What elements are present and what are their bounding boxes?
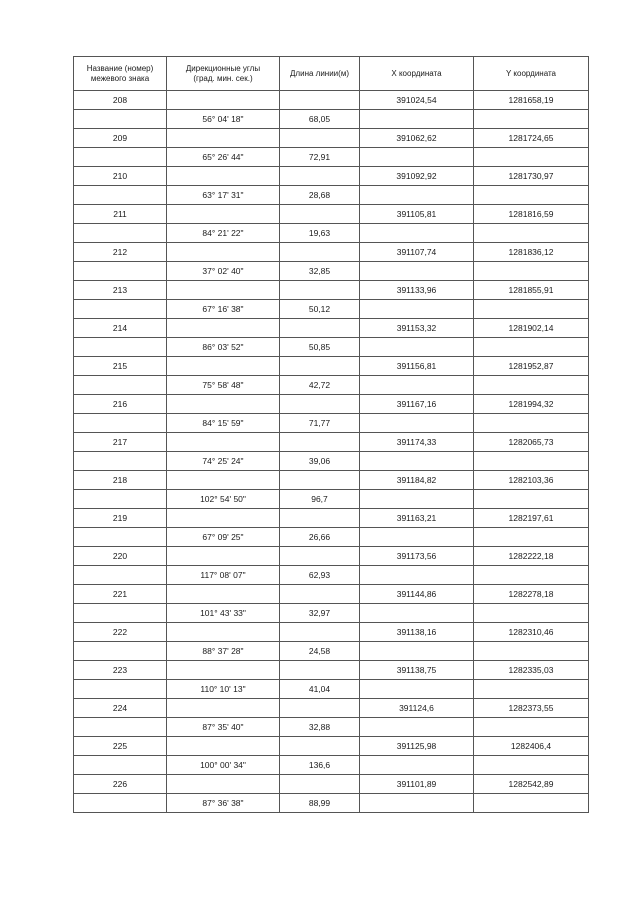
table-row bbox=[74, 433, 589, 452]
cell-x-coordinate bbox=[360, 414, 474, 433]
cell-line-length: 50,85 bbox=[280, 338, 360, 357]
cell-direction-angle bbox=[167, 585, 280, 604]
table-row bbox=[74, 281, 589, 300]
cell-direction-angle bbox=[167, 509, 280, 528]
cell-line-length bbox=[280, 395, 360, 414]
cell-x-coordinate: 391184,82 bbox=[360, 471, 474, 490]
cell-marker-name: 211 bbox=[74, 205, 167, 224]
cell-y-coordinate bbox=[474, 148, 589, 167]
table-row bbox=[74, 262, 589, 281]
cell-x-coordinate: 391101,89 bbox=[360, 775, 474, 794]
table-row bbox=[74, 319, 589, 338]
header-marker-name-line1: Название (номер) bbox=[86, 63, 154, 73]
cell-y-coordinate bbox=[474, 642, 589, 661]
cell-y-coordinate bbox=[474, 528, 589, 547]
cell-line-length bbox=[280, 737, 360, 756]
cell-x-coordinate bbox=[360, 300, 474, 319]
cell-x-coordinate bbox=[360, 376, 474, 395]
cell-x-coordinate: 391167,16 bbox=[360, 395, 474, 414]
cell-y-coordinate: 1282197,61 bbox=[474, 509, 589, 528]
cell-x-coordinate: 391144,86 bbox=[360, 585, 474, 604]
cell-y-coordinate bbox=[474, 680, 589, 699]
cell-y-coordinate bbox=[474, 110, 589, 129]
cell-y-coordinate bbox=[474, 338, 589, 357]
cell-marker-name bbox=[74, 794, 167, 813]
cell-direction-angle bbox=[167, 91, 280, 110]
cell-y-coordinate: 1281952,87 bbox=[474, 357, 589, 376]
cell-marker-name bbox=[74, 376, 167, 395]
cell-direction-angle: 87° 35' 40" bbox=[167, 718, 280, 737]
cell-marker-name: 224 bbox=[74, 699, 167, 718]
header-marker-name-line2: межевого знака bbox=[90, 73, 150, 83]
cell-direction-angle: 101° 43' 33" bbox=[167, 604, 280, 623]
header-direction-angles-line2: (град. мин. сек.) bbox=[193, 73, 253, 83]
cell-x-coordinate: 391092,92 bbox=[360, 167, 474, 186]
cell-line-length: 26,66 bbox=[280, 528, 360, 547]
cell-marker-name: 208 bbox=[74, 91, 167, 110]
cell-y-coordinate bbox=[474, 490, 589, 509]
cell-direction-angle: 67° 16' 38" bbox=[167, 300, 280, 319]
table-row bbox=[74, 91, 589, 110]
cell-direction-angle bbox=[167, 775, 280, 794]
cell-marker-name bbox=[74, 528, 167, 547]
cell-direction-angle: 84° 21' 22" bbox=[167, 224, 280, 243]
cell-x-coordinate bbox=[360, 262, 474, 281]
cell-line-length bbox=[280, 91, 360, 110]
table-row bbox=[74, 243, 589, 262]
document-page bbox=[73, 56, 588, 813]
cell-marker-name: 216 bbox=[74, 395, 167, 414]
cell-x-coordinate bbox=[360, 718, 474, 737]
cell-x-coordinate bbox=[360, 566, 474, 585]
cell-line-length bbox=[280, 585, 360, 604]
cell-marker-name: 215 bbox=[74, 357, 167, 376]
table-row bbox=[74, 110, 589, 129]
cell-direction-angle bbox=[167, 167, 280, 186]
cell-direction-angle bbox=[167, 623, 280, 642]
cell-x-coordinate: 391163,21 bbox=[360, 509, 474, 528]
cell-x-coordinate bbox=[360, 604, 474, 623]
cell-x-coordinate bbox=[360, 794, 474, 813]
table-row bbox=[74, 509, 589, 528]
cell-marker-name bbox=[74, 756, 167, 775]
cell-x-coordinate bbox=[360, 490, 474, 509]
cell-line-length: 24,58 bbox=[280, 642, 360, 661]
cell-direction-angle: 87° 36' 38" bbox=[167, 794, 280, 813]
table-row bbox=[74, 585, 589, 604]
cell-line-length bbox=[280, 205, 360, 224]
table-body bbox=[74, 91, 589, 813]
cell-direction-angle bbox=[167, 737, 280, 756]
cell-line-length: 39,06 bbox=[280, 452, 360, 471]
cell-y-coordinate: 1281994,32 bbox=[474, 395, 589, 414]
cell-x-coordinate bbox=[360, 110, 474, 129]
cell-x-coordinate: 391173,56 bbox=[360, 547, 474, 566]
cell-line-length bbox=[280, 129, 360, 148]
cell-direction-angle: 65° 26' 44" bbox=[167, 148, 280, 167]
table-row bbox=[74, 471, 589, 490]
cell-y-coordinate: 1282335,03 bbox=[474, 661, 589, 680]
cell-direction-angle bbox=[167, 395, 280, 414]
cell-x-coordinate: 391105,81 bbox=[360, 205, 474, 224]
cell-direction-angle: 100° 00' 34" bbox=[167, 756, 280, 775]
table-row bbox=[74, 300, 589, 319]
cell-marker-name bbox=[74, 414, 167, 433]
table-row bbox=[74, 395, 589, 414]
header-line-length: Длина линии(м) bbox=[280, 57, 360, 91]
cell-y-coordinate bbox=[474, 756, 589, 775]
cell-y-coordinate: 1282542,89 bbox=[474, 775, 589, 794]
table-row bbox=[74, 661, 589, 680]
cell-x-coordinate: 391107,74 bbox=[360, 243, 474, 262]
table-row bbox=[74, 699, 589, 718]
cell-y-coordinate bbox=[474, 566, 589, 585]
table-row bbox=[74, 737, 589, 756]
cell-line-length: 96,7 bbox=[280, 490, 360, 509]
cell-line-length bbox=[280, 775, 360, 794]
cell-marker-name: 209 bbox=[74, 129, 167, 148]
cell-direction-angle bbox=[167, 243, 280, 262]
cell-line-length bbox=[280, 699, 360, 718]
table-row bbox=[74, 794, 589, 813]
cell-x-coordinate bbox=[360, 338, 474, 357]
cell-direction-angle: 117° 08' 07" bbox=[167, 566, 280, 585]
table-row bbox=[74, 718, 589, 737]
table-row bbox=[74, 376, 589, 395]
cell-marker-name: 214 bbox=[74, 319, 167, 338]
cell-marker-name: 222 bbox=[74, 623, 167, 642]
cell-line-length: 32,97 bbox=[280, 604, 360, 623]
cell-line-length: 32,85 bbox=[280, 262, 360, 281]
cell-y-coordinate: 1281658,19 bbox=[474, 91, 589, 110]
header-x-coordinate: X координата bbox=[360, 57, 474, 91]
cell-marker-name: 221 bbox=[74, 585, 167, 604]
table-row bbox=[74, 566, 589, 585]
table-row bbox=[74, 490, 589, 509]
cell-marker-name: 219 bbox=[74, 509, 167, 528]
cell-x-coordinate: 391125,98 bbox=[360, 737, 474, 756]
cell-y-coordinate: 1281855,91 bbox=[474, 281, 589, 300]
table-row bbox=[74, 414, 589, 433]
cell-direction-angle: 37° 02' 40" bbox=[167, 262, 280, 281]
cell-direction-angle: 56° 04' 18" bbox=[167, 110, 280, 129]
cell-marker-name: 226 bbox=[74, 775, 167, 794]
cell-x-coordinate bbox=[360, 756, 474, 775]
cell-line-length: 28,68 bbox=[280, 186, 360, 205]
cell-y-coordinate bbox=[474, 224, 589, 243]
cell-direction-angle bbox=[167, 281, 280, 300]
cell-line-length: 32,88 bbox=[280, 718, 360, 737]
cell-line-length bbox=[280, 319, 360, 338]
cell-direction-angle: 74° 25' 24" bbox=[167, 452, 280, 471]
cell-marker-name: 217 bbox=[74, 433, 167, 452]
cell-marker-name bbox=[74, 338, 167, 357]
cell-y-coordinate: 1282222,18 bbox=[474, 547, 589, 566]
cell-direction-angle bbox=[167, 357, 280, 376]
cell-y-coordinate: 1281902,14 bbox=[474, 319, 589, 338]
cell-x-coordinate: 391124,6 bbox=[360, 699, 474, 718]
cell-y-coordinate: 1282406,4 bbox=[474, 737, 589, 756]
table-row bbox=[74, 205, 589, 224]
cell-marker-name bbox=[74, 186, 167, 205]
cell-y-coordinate: 1282278,18 bbox=[474, 585, 589, 604]
table-row bbox=[74, 623, 589, 642]
cell-line-length bbox=[280, 509, 360, 528]
cell-line-length bbox=[280, 547, 360, 566]
cell-x-coordinate: 391156,81 bbox=[360, 357, 474, 376]
cell-marker-name bbox=[74, 452, 167, 471]
cell-marker-name: 225 bbox=[74, 737, 167, 756]
cell-line-length bbox=[280, 357, 360, 376]
cell-line-length: 68,05 bbox=[280, 110, 360, 129]
cell-x-coordinate: 391024,54 bbox=[360, 91, 474, 110]
table-row bbox=[74, 775, 589, 794]
cell-direction-angle: 84° 15' 59" bbox=[167, 414, 280, 433]
cell-y-coordinate: 1281724,65 bbox=[474, 129, 589, 148]
cell-line-length: 41,04 bbox=[280, 680, 360, 699]
cell-direction-angle bbox=[167, 661, 280, 680]
cell-marker-name: 218 bbox=[74, 471, 167, 490]
cell-marker-name bbox=[74, 566, 167, 585]
cell-line-length bbox=[280, 281, 360, 300]
cell-marker-name bbox=[74, 148, 167, 167]
table-header-row bbox=[74, 57, 589, 91]
header-direction-angles bbox=[167, 57, 280, 91]
cell-x-coordinate bbox=[360, 148, 474, 167]
cell-y-coordinate bbox=[474, 794, 589, 813]
cell-y-coordinate bbox=[474, 604, 589, 623]
table-row bbox=[74, 528, 589, 547]
table-row bbox=[74, 547, 589, 566]
table-row bbox=[74, 129, 589, 148]
cell-x-coordinate: 391062,62 bbox=[360, 129, 474, 148]
cell-marker-name: 220 bbox=[74, 547, 167, 566]
cell-line-length: 62,93 bbox=[280, 566, 360, 585]
cell-y-coordinate: 1282310,46 bbox=[474, 623, 589, 642]
table-row bbox=[74, 338, 589, 357]
cell-line-length bbox=[280, 471, 360, 490]
cell-marker-name bbox=[74, 604, 167, 623]
cell-line-length: 50,12 bbox=[280, 300, 360, 319]
header-y-coordinate: Y координата bbox=[474, 57, 589, 91]
cell-y-coordinate: 1281730,97 bbox=[474, 167, 589, 186]
cell-direction-angle: 88° 37' 28" bbox=[167, 642, 280, 661]
cell-direction-angle bbox=[167, 471, 280, 490]
cell-marker-name: 223 bbox=[74, 661, 167, 680]
cell-direction-angle: 75° 58' 48" bbox=[167, 376, 280, 395]
cell-x-coordinate bbox=[360, 452, 474, 471]
cell-line-length: 19,63 bbox=[280, 224, 360, 243]
cell-x-coordinate: 391138,16 bbox=[360, 623, 474, 642]
cell-x-coordinate: 391138,75 bbox=[360, 661, 474, 680]
cell-y-coordinate bbox=[474, 186, 589, 205]
cell-marker-name bbox=[74, 642, 167, 661]
cell-x-coordinate bbox=[360, 224, 474, 243]
cell-x-coordinate bbox=[360, 680, 474, 699]
cell-x-coordinate bbox=[360, 528, 474, 547]
table-row bbox=[74, 148, 589, 167]
cell-marker-name bbox=[74, 300, 167, 319]
cell-marker-name: 213 bbox=[74, 281, 167, 300]
cell-y-coordinate bbox=[474, 262, 589, 281]
cell-y-coordinate bbox=[474, 452, 589, 471]
table-row bbox=[74, 756, 589, 775]
table-row bbox=[74, 642, 589, 661]
cell-marker-name bbox=[74, 110, 167, 129]
cell-direction-angle bbox=[167, 205, 280, 224]
cell-line-length: 72,91 bbox=[280, 148, 360, 167]
table-row bbox=[74, 452, 589, 471]
cell-y-coordinate bbox=[474, 414, 589, 433]
cell-line-length bbox=[280, 167, 360, 186]
cell-x-coordinate: 391174,33 bbox=[360, 433, 474, 452]
cell-line-length: 42,72 bbox=[280, 376, 360, 395]
cell-y-coordinate bbox=[474, 376, 589, 395]
cell-direction-angle bbox=[167, 129, 280, 148]
table-row bbox=[74, 224, 589, 243]
cell-line-length bbox=[280, 623, 360, 642]
cell-x-coordinate: 391133,96 bbox=[360, 281, 474, 300]
cell-line-length: 71,77 bbox=[280, 414, 360, 433]
cell-y-coordinate bbox=[474, 718, 589, 737]
cell-direction-angle bbox=[167, 699, 280, 718]
cell-direction-angle: 102° 54' 50" bbox=[167, 490, 280, 509]
table-row bbox=[74, 357, 589, 376]
cell-x-coordinate: 391153,32 bbox=[360, 319, 474, 338]
cell-direction-angle bbox=[167, 319, 280, 338]
cell-y-coordinate bbox=[474, 300, 589, 319]
cell-y-coordinate: 1282103,36 bbox=[474, 471, 589, 490]
cell-marker-name bbox=[74, 718, 167, 737]
cell-marker-name bbox=[74, 680, 167, 699]
cell-line-length bbox=[280, 433, 360, 452]
table-row bbox=[74, 604, 589, 623]
cell-y-coordinate: 1281816,59 bbox=[474, 205, 589, 224]
cell-direction-angle: 63° 17' 31" bbox=[167, 186, 280, 205]
cell-marker-name bbox=[74, 224, 167, 243]
cell-y-coordinate: 1282373,55 bbox=[474, 699, 589, 718]
cell-direction-angle bbox=[167, 547, 280, 566]
cell-direction-angle: 110° 10' 13" bbox=[167, 680, 280, 699]
cell-line-length: 88,99 bbox=[280, 794, 360, 813]
cell-line-length bbox=[280, 661, 360, 680]
cell-marker-name: 210 bbox=[74, 167, 167, 186]
cell-marker-name bbox=[74, 490, 167, 509]
cell-y-coordinate: 1281836,12 bbox=[474, 243, 589, 262]
cell-direction-angle: 67° 09' 25" bbox=[167, 528, 280, 547]
header-direction-angles-line1: Дирекционные углы bbox=[185, 63, 261, 73]
cell-direction-angle bbox=[167, 433, 280, 452]
cell-line-length bbox=[280, 243, 360, 262]
boundary-coordinates-table bbox=[73, 56, 589, 813]
cell-x-coordinate bbox=[360, 186, 474, 205]
table-row bbox=[74, 680, 589, 699]
cell-marker-name bbox=[74, 262, 167, 281]
cell-marker-name: 212 bbox=[74, 243, 167, 262]
table-row bbox=[74, 167, 589, 186]
cell-y-coordinate: 1282065,73 bbox=[474, 433, 589, 452]
cell-direction-angle: 86° 03' 52" bbox=[167, 338, 280, 357]
table-row bbox=[74, 186, 589, 205]
cell-x-coordinate bbox=[360, 642, 474, 661]
header-marker-name bbox=[74, 57, 167, 91]
cell-line-length: 136,6 bbox=[280, 756, 360, 775]
